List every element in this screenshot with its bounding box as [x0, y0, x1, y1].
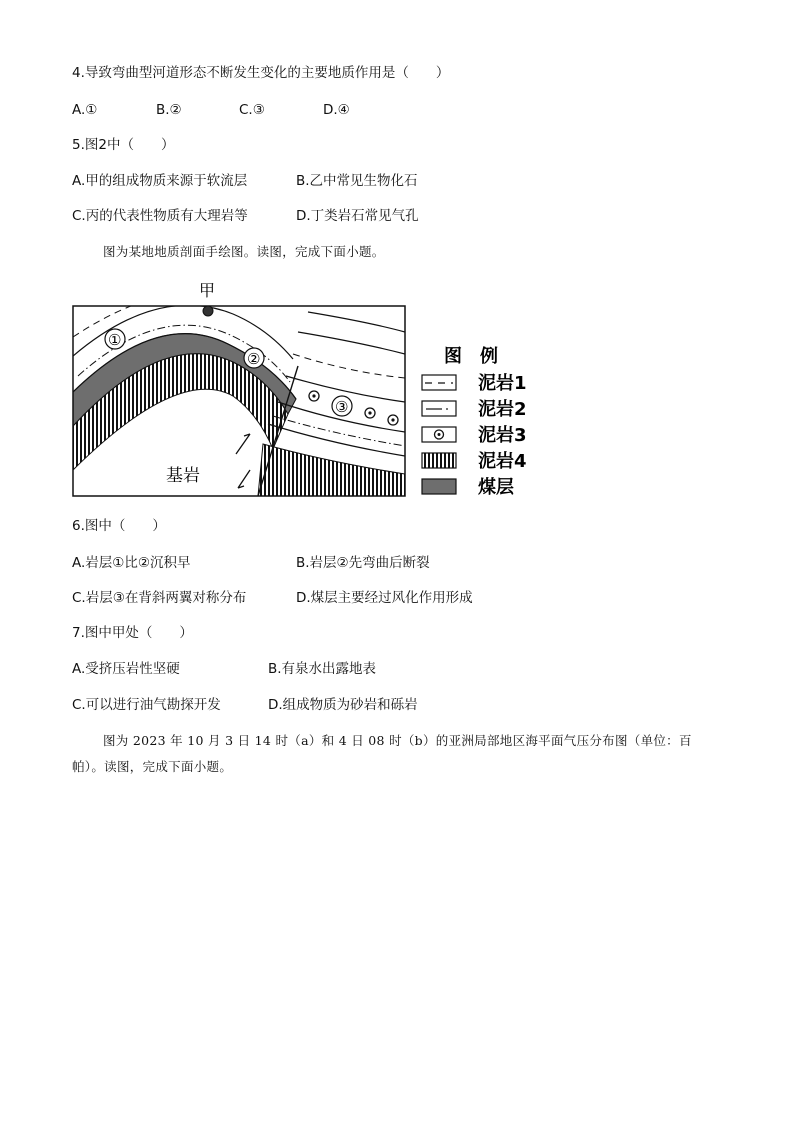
legend [422, 345, 527, 498]
question-6-option-a: A.岩层①比②沉积早 [72, 555, 191, 571]
question-6-stem: 6.图中（ ） [72, 518, 166, 534]
question-4-option-b: B.② [156, 102, 182, 118]
geologic-cross-section-figure [68, 274, 546, 506]
question-7-stem: 7.图中甲处（ ） [72, 625, 193, 641]
pressure-map-intro-line2: 帕）。读图，完成下面小题。 [72, 759, 233, 774]
legend-coal: 煤层 [478, 477, 514, 498]
legend-mudstone1: 泥岩1 [478, 373, 527, 394]
layer-label-1: ① [108, 331, 122, 349]
question-5-option-d: D.丁类岩石常见气孔 [296, 208, 419, 224]
layer-label-3: ③ [335, 398, 349, 416]
figure-intro: 图为某地地质剖面手绘图。读图，完成下面小题。 [103, 244, 385, 259]
mudstone3-symbols [309, 391, 398, 425]
question-7-option-c: C.可以进行油气勘探开发 [72, 697, 221, 713]
question-6-option-d: D.煤层主要经过风化作用形成 [296, 590, 473, 606]
pressure-map-intro-line1: 图为 2023 年 10 月 3 日 14 时（a）和 4 日 08 时（b）的亚洲局部地区海平面气压分布图（单位：百 [103, 733, 692, 748]
bedrock-label: 基岩 [166, 466, 200, 486]
question-5-stem: 5.图2中（ ） [72, 137, 175, 153]
legend-mudstone4: 泥岩4 [478, 451, 527, 472]
question-5-option-a: A.甲的组成物质来源于软流层 [72, 173, 248, 189]
legend-title: 图 例 [444, 346, 498, 367]
question-4-option-c: C.③ [239, 102, 265, 118]
fault-arrow-icon [236, 434, 250, 488]
question-7-option-b: B.有泉水出露地表 [268, 661, 377, 677]
question-7-option-a: A.受挤压岩性坚硬 [72, 661, 180, 677]
left-fault-block [73, 292, 296, 470]
question-4-stem: 4.导致弯曲型河道形态不断发生变化的主要地质作用是（ ） [72, 65, 450, 81]
question-5-option-c: C.丙的代表性物质有大理岩等 [72, 208, 248, 224]
location-marker-jia [203, 306, 213, 316]
question-4-option-d: D.④ [323, 102, 350, 118]
layer-label-2: ② [247, 350, 261, 368]
question-4-option-a: A.① [72, 102, 98, 118]
question-6-option-c: C.岩层③在背斜两翼对称分布 [72, 590, 247, 606]
question-6-option-b: B.岩层②先弯曲后断裂 [296, 555, 430, 571]
question-5-option-b: B.乙中常见生物化石 [296, 173, 418, 189]
label-jia: 甲 [199, 281, 216, 300]
question-7-option-d: D.组成物质为砂岩和砾岩 [268, 697, 418, 713]
legend-mudstone3: 泥岩3 [478, 425, 527, 446]
legend-mudstone2: 泥岩2 [478, 399, 527, 420]
